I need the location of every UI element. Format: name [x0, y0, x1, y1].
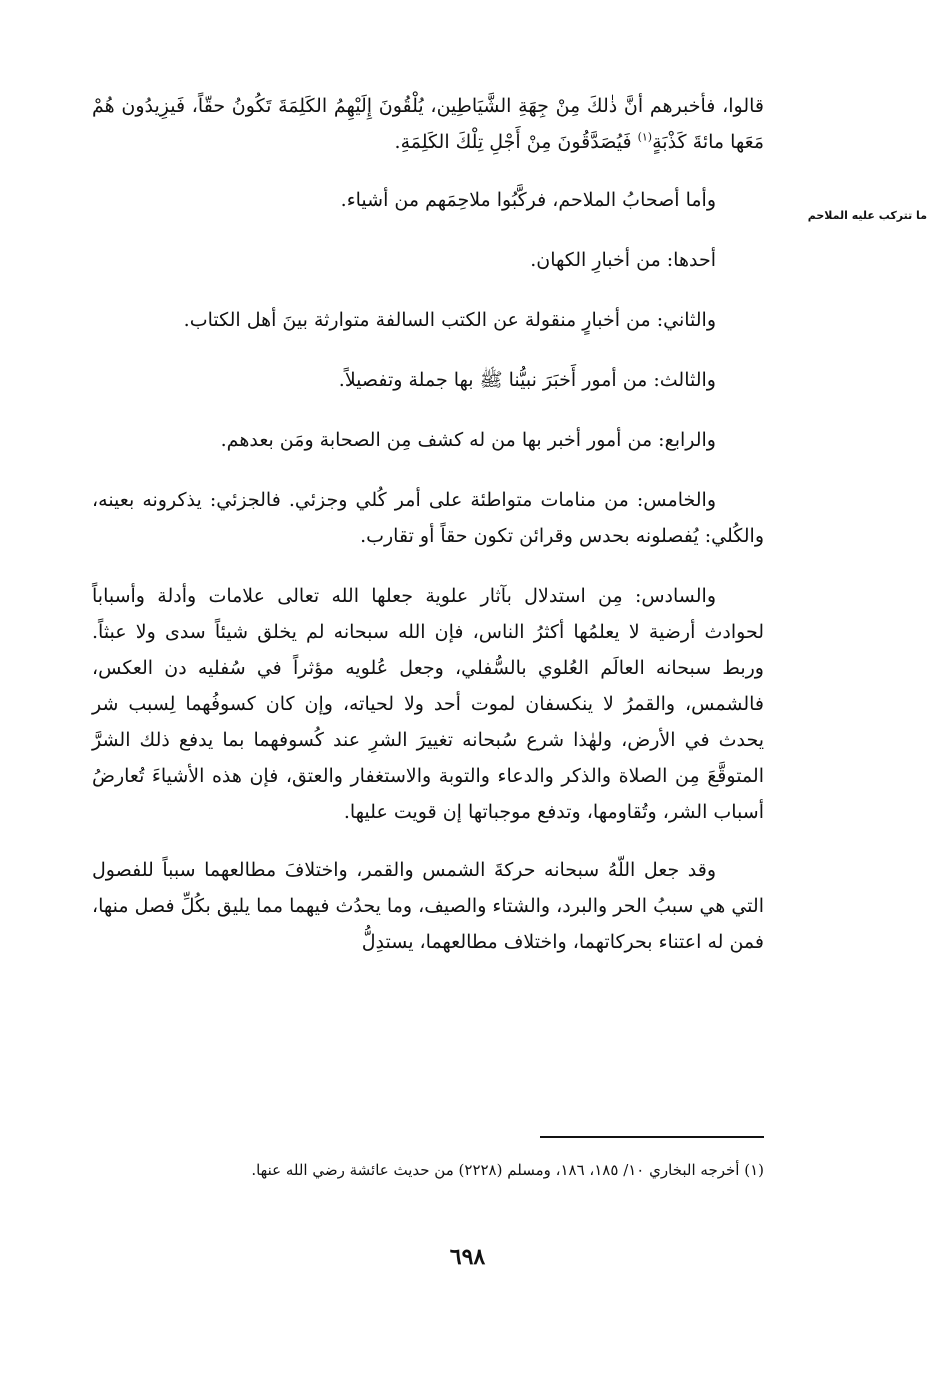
- paragraph: أحدها: من أخبارِ الكهان.: [530, 249, 716, 271]
- paragraph: [92, 88, 764, 160]
- footnote-marker[interactable]: (١): [637, 130, 653, 144]
- paragraph-text: قالوا، فأخبرهم أنَّ ذٰلكَ مِنْ جِهَةِ الشَّيَاطِين، يُلْقُونَ إِلَيْهِمُ الكَلِمَةَ تَكُونُ حقّاً، فَيزِيدُون هُمْ مَعَها مائةَ كَذْبَةٍ: [92, 95, 764, 153]
- paragraph: والثاني: من أخبارٍ منقولة عن الكتب السالفة متوارثة بينَ أهل الكتاب.: [183, 309, 716, 331]
- paragraph: والثالث: من أمور أَخبَرَ نبيُّنا ﷺ بها جملة وتفصيلاً.: [338, 369, 716, 391]
- footnote: (١) أخرجه البخاري ١٠/ ١٨٥، ١٨٦، ومسلم (٢٢٢٨) من حديث عائشة رضي الله عنها.: [251, 1161, 764, 1179]
- paragraph: وقد جعل اللّهُ سبحانه حركةَ الشمس والقمر، واختلافَ مطالعهما سبباً للفصول التي هي سببُ الحر والبرد، والشتاء والصيف، وما يحدُث فيهما مما يليق بكُلِّ فصل منها، فمن له اعتناء بحركاتهما، واختلاف مطالعهما، يستدِلُّ: [92, 859, 764, 953]
- paragraph: والخامس: من منامات متواطئة على أمر كُلي وجزئي. فالجزئي: يذكرونه بعينه، والكُلي: يُفصلونه بحدس وقرائن تكون حقاً أو تقارب.: [92, 489, 764, 547]
- margin-heading: ما تتركب عليه الملاحم: [807, 209, 927, 222]
- main-text: [92, 88, 764, 982]
- footnote-divider: [540, 1136, 764, 1138]
- paragraph: والسادس: مِن استدلال بآثار علوية جعلها الله تعالى علامات وأدلة وأسباباً لحوادث أرضية لا يعلمُها أكثرُ الناس، فإن الله سبحانه لم يخلق شيئاً سدى ولا عبثاً. وربط سبحانه العالَم العُلوي بالسُّفلي، وجعل عُلويه مؤثراً في سُفليه دن العكس، فالشمس، والقمرُ لا ينكسفان لموت أحد ولا لحياته، وإن كان كسوفُهما لِسبب شر يحدث في الأرض، ولهٰذا شرع سُبحانه تغييرَ الشرِ عند كُسوفهما بما يدفع ذلك الشرَّ المتوقَّعَ مِن الصلاة والذكر والدعاء والتوبة والاستغفار والعتق، فإن هذه الأشياءَ تُعارضُ أسباب الشر، وتُقاومها، وتدفع موجباتها إن قويت عليها.: [92, 585, 764, 823]
- paragraph-text-continued: فَيُصَدَّقُونَ مِنْ أَجْلِ تِلْكَ الكَلِمَةِ.: [394, 131, 638, 153]
- paragraph: وأما أصحابُ الملاحم، فركَّبُوا ملاحِمَهم من أشياء.: [340, 189, 716, 211]
- page-number: ٦٩٨: [449, 1244, 486, 1270]
- paragraph: والرابع: من أمور أخبر بها من له كشف مِن الصحابة ومَن بعدهم.: [220, 429, 716, 451]
